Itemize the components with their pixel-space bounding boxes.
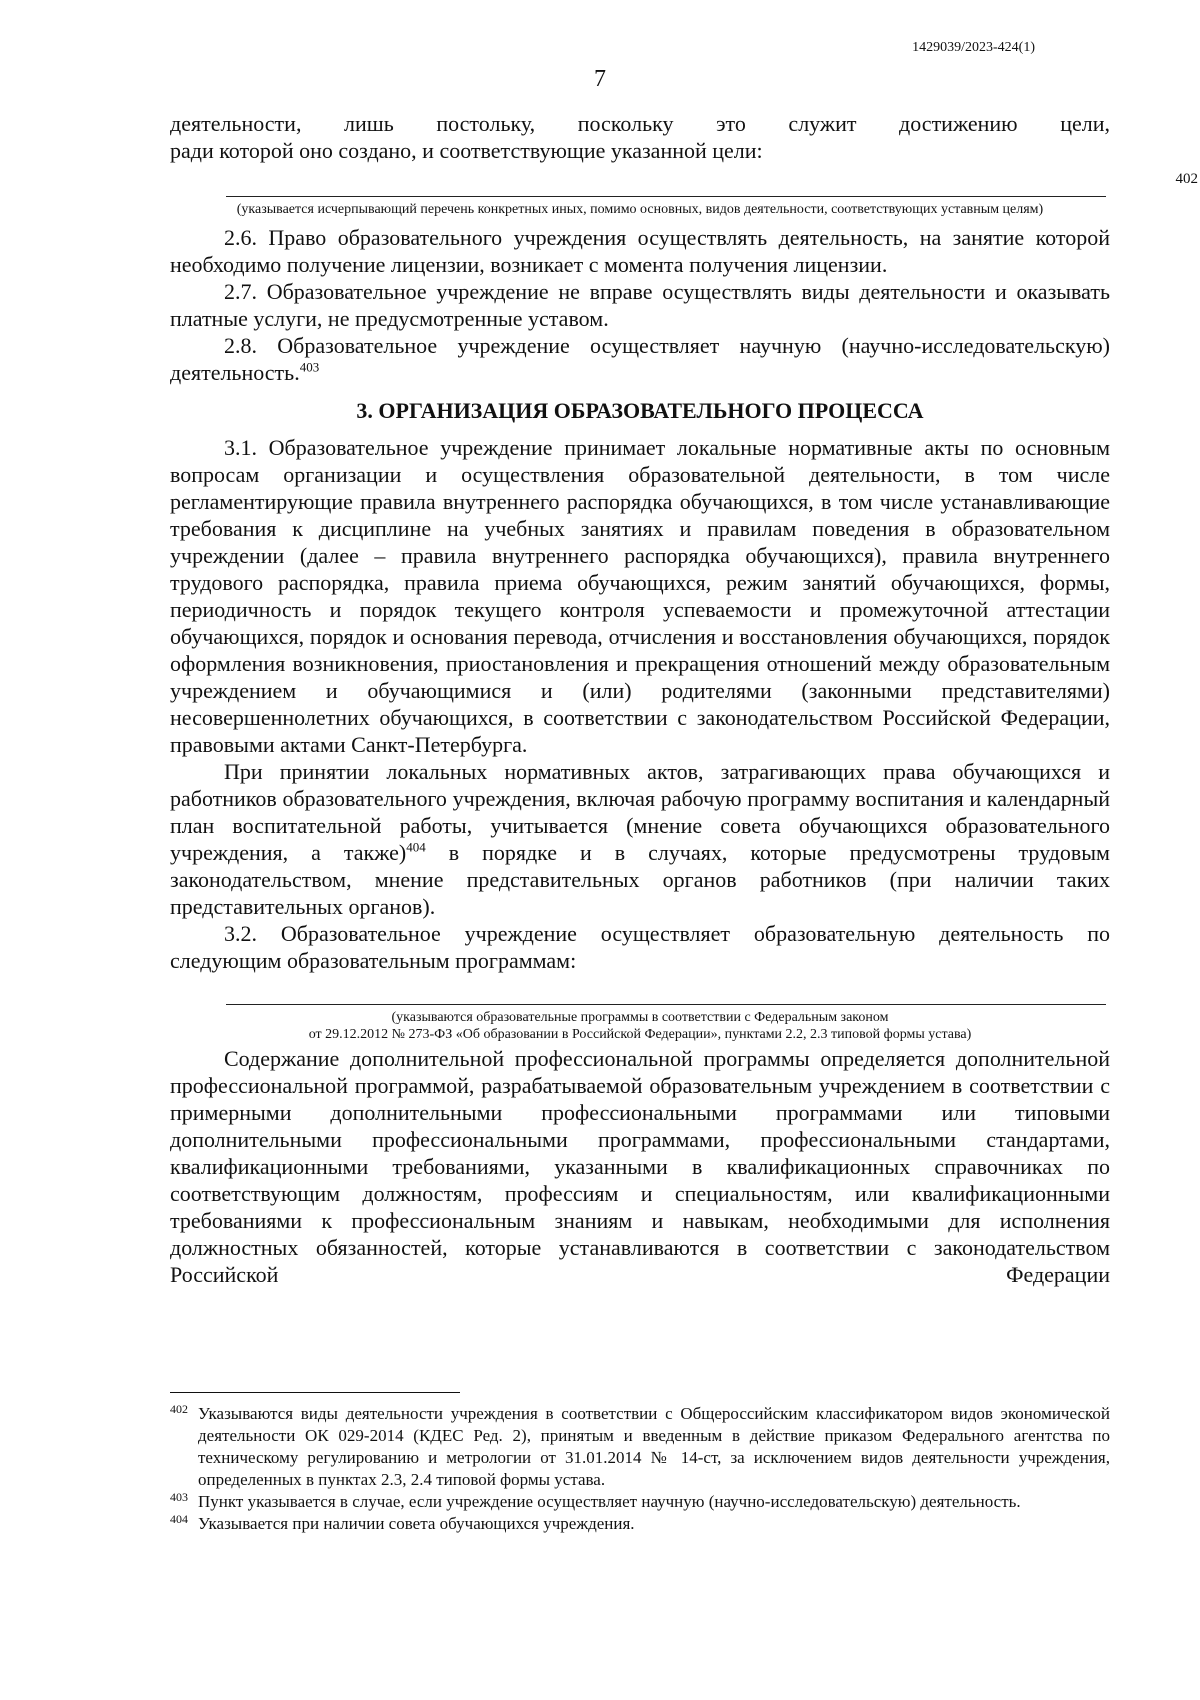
paragraph-3-1-continued-text-2: в порядке и в случаях, которые предусмотрены трудовым законодательством, мнение представительных органов работников (при наличии таких представительных органов). — [170, 840, 1110, 919]
section-3-heading: 3. ОРГАНИЗАЦИЯ ОБРАЗОВАТЕЛЬНОГО ПРОЦЕССА — [356, 398, 924, 423]
footnote-text: Указываются виды деятельности учреждения в соответствии с Общероссийским классификатором видов экономической деятельности ОК 029-2014 (КДЕС Ред. 2), принятым и введенным в действие приказом Федерального агентства по техническому регулированию и метрологии от 31.01.2014 № 14-ст, за исключением видов деятельности учреждения, определенных в пунктах 2.3, 2.4 типовой формы устава. — [198, 1404, 1110, 1489]
paragraph-3-1-continued-text-1: При принятии локальных нормативных актов, затрагивающих права обучающихся и работников образовательного учреждения, включая рабочую программу воспитания и календарный план воспитательной работы, учитывается (мнение совета обучающихся образовательного учреждения, а также) — [170, 759, 1110, 865]
paragraph-3-1-continued — [170, 758, 1110, 920]
page-number: 7 — [594, 66, 606, 92]
fill-in-hint-activities: (указывается исчерпывающий перечень конкретных иных, помимо основных, видов деятельности, соответствующих уставным целям) — [236, 202, 1044, 217]
footnote-separator — [170, 1392, 460, 1393]
footnote-text: Пункт указывается в случае, если учреждение осуществляет научную (научно-исследовательскую) деятельность. — [198, 1492, 1021, 1511]
paragraph-3-1: 3.1. Образовательное учреждение принимает локальные нормативные акты по основным вопросам организации и осуществления образовательной деятельности, в том числе регламентирующие правила внутреннего распорядка обучающихся, в том числе устанавливающие требования к дисциплине на учебных занятиях и правилам поведения в образовательном учреждении (далее – правила внутреннего распорядка обучающихся), правила внутреннего трудового распорядка, правила приема обучающихся, режим занятий обучающихся, формы, периодичность и порядок текущего контроля успеваемости и промежуточной аттестации обучающихся, порядок и основания перевода, отчисления и восстановления обучающихся, порядок оформления возникновения, приостановления и прекращения отношений между образовательным учреждением и обучающимися и (или) родителями (законными представителями) несовершеннолетних обучающихся, в соответствии с законодательством Российской Федерации, правовыми актами Санкт-Петербурга. — [170, 435, 1110, 757]
footnote-mark: 403 — [170, 1490, 188, 1504]
paragraph-2-8-text: 2.8. Образовательное учреждение осуществляет научную (научно-исследовательскую) деятельность. — [170, 333, 1110, 385]
footnote-text: Указывается при наличии совета обучающихся учреждения. — [198, 1514, 635, 1533]
paragraph-2-8 — [170, 332, 1110, 386]
document-body — [170, 110, 1198, 1288]
paragraph-3-2: 3.2. Образовательное учреждение осуществляет образовательную деятельность по следующим образовательным программам: — [170, 921, 1110, 973]
footnote-403 — [170, 1491, 1110, 1513]
footnote-ref-404: 404 — [406, 839, 426, 855]
fill-in-hint-programs — [170, 1009, 1110, 1043]
intro-line-2: ради которой оно создано, и соответствующие указанной цели: — [170, 138, 763, 163]
paragraph-2-7: 2.7. Образовательное учреждение не вправе осуществлять виды деятельности и оказывать платные услуги, не предусмотренные уставом. — [170, 279, 1110, 331]
footnote-ref-402: 402 — [1175, 171, 1198, 187]
footnote-ref-403: 403 — [299, 359, 320, 375]
footnote-mark: 402 — [170, 1402, 188, 1416]
footnote-402 — [170, 1403, 1110, 1491]
fill-in-hint-programs-line-2: от 29.12.2012 № 273-ФЗ «Об образовании в Российской Федерации», пунктами 2.2, 2.3 типовой формы устава) — [308, 1027, 972, 1042]
paragraph-2-6: 2.6. Право образовательного учреждения осуществлять деятельность, на занятие которой необходимо получение лицензии, возникает с момента получения лицензии. — [170, 225, 1110, 277]
document-number: 1429039/2023-424(1) — [912, 40, 1035, 55]
intro-line-1: деятельности, лишь постольку, поскольку это служит достижению цели, — [170, 111, 1110, 136]
footnote-404 — [170, 1513, 1110, 1535]
fill-in-line-activities — [226, 171, 1198, 197]
footnote-mark: 404 — [170, 1512, 188, 1526]
fill-in-hint-programs-line-1: (указываются образовательные программы в соответствии с Федеральным законом — [391, 1010, 889, 1025]
paragraph-program-content: Содержание дополнительной профессиональной программы определяется дополнительной профессиональной программой, разрабатываемой образовательным учреждением в соответствии с примерными дополнительными профессиональными программами или типовыми дополнительными профессиональными программами, профессиональными стандартами, квалификационными требованиями, указанными в квалификационных справочниках по соответствующим должностям, профессиям и специальностям, или квалификационными требованиями к профессиональным знаниям и навыкам, необходимыми для исполнения должностных обязанностей, которые устанавливаются в соответствии с законодательством Российской Федерации — [170, 1046, 1110, 1287]
footnotes — [170, 1403, 1110, 1535]
fill-in-line-programs — [226, 990, 1106, 1005]
